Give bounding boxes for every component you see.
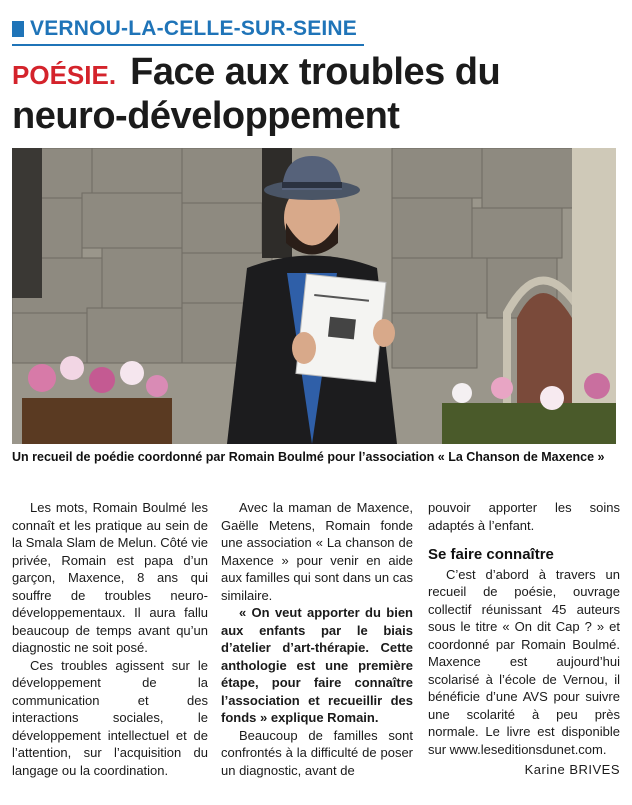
kicker-rule bbox=[12, 44, 364, 46]
paragraph: pouvoir apporter les soins adaptés à l’enfant. bbox=[428, 500, 620, 533]
headline bbox=[12, 52, 624, 137]
quote-paragraph: « On veut apporter du bien aux enfants par le biais d’atelier d’art-thérapie. Cette anthologie est une première étape, pour faire connaître l’association et recueillir des fonds » explique Romain. bbox=[221, 605, 413, 725]
location-label: VERNOU-LA-CELLE-SUR-SEINE bbox=[30, 17, 358, 40]
author-byline: Karine BRIVES bbox=[524, 762, 620, 777]
headline-text: Face aux troubles du neuro-développement bbox=[12, 51, 501, 137]
paragraph: Beaucoup de familles sont confrontés à la difficulté de poser un diagnostic, avant de bbox=[221, 727, 413, 778]
kicker-square-icon bbox=[12, 21, 24, 37]
article-photo bbox=[12, 148, 616, 444]
paragraph: Avec la maman de Maxence, Gaëlle Metens, Romain fonde une association « La chanson de Maxence » pour venir en aide aux familles qui sont dans un cas similaire. bbox=[221, 500, 413, 603]
rubric-label: POÉSIE. bbox=[12, 60, 117, 90]
paragraph: Ces troubles agissent sur le développement de la communication et des interactions sociales, le développement intellectuel et de l’attention, sur l’acquisition du langage ou la coordination. bbox=[12, 657, 208, 778]
location-kicker bbox=[12, 18, 357, 40]
article-column-1 bbox=[12, 499, 208, 779]
photo-caption: Un recueil de poédie coordonné par Romain Boulmé pour l’association « La Chanson de Maxence » bbox=[12, 450, 605, 464]
paragraph: C’est d’abord à travers un recueil de poésie, ouvrage collectif réunissant 45 auteurs sous le titre « On dit Cap ? » et coordonné par Romain Boulmé. Maxence est aujourd’hui scolarisé à l’école de Vernou, il bénéficie d’une AVS pour suivre une scolarité à peu près normale. Le livre est disponible sur www.leseditionsdunet.com. bbox=[428, 566, 620, 757]
paragraph: Les mots, Romain Boulmé les connaît et les pratique au sein de la Smala Slam de Melun. Côté vie privée, Romain est papa d’un garçon, Maxence, 8 ans qui souffre de troubles neuro-développementaux. Il aura fallu beaucoup de temps avant qu’un diagnostic ne soit posé. bbox=[12, 500, 208, 655]
article-column-2 bbox=[221, 499, 413, 779]
article-column-3 bbox=[428, 499, 620, 779]
subheading: Se faire connaître bbox=[428, 546, 554, 563]
